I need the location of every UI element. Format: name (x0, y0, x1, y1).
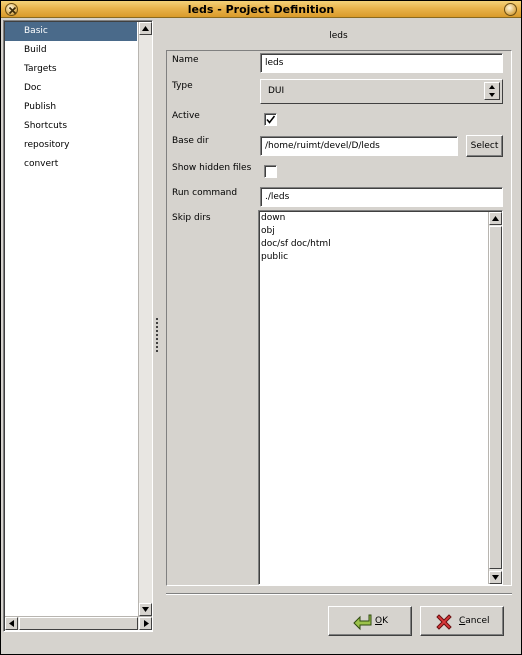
type-value: DUI (268, 86, 285, 96)
ok-button[interactable] (328, 606, 412, 636)
sidebar-item-label: Build (24, 45, 47, 55)
sidebar-item-basic[interactable] (5, 22, 137, 41)
name-label: Name (172, 55, 199, 65)
ok-label: OK (375, 616, 388, 626)
sidebar-item-targets[interactable] (5, 60, 137, 79)
skip-dir-line: down (261, 213, 286, 223)
section-title: leds (329, 31, 348, 41)
sidebar-item-build[interactable] (5, 41, 137, 60)
sidebar-item-label: repository (24, 140, 70, 150)
run-command-label: Run command (172, 188, 238, 198)
skip-dirs-label: Skip dirs (172, 213, 211, 223)
active-label: Active (172, 111, 200, 121)
shade-icon[interactable] (504, 3, 517, 16)
ok-arrow-icon (352, 613, 372, 631)
scroll-down-icon[interactable] (489, 571, 502, 584)
sidebar-item-repository[interactable] (5, 136, 137, 155)
scroll-right-icon[interactable] (139, 617, 152, 630)
cancel-x-icon (435, 613, 453, 631)
skip-dir-line: obj (261, 226, 275, 236)
sidebar-horizontal-scrollbar[interactable] (5, 616, 152, 630)
title-bar[interactable] (1, 1, 521, 18)
skip-dir-line: doc/sf doc/html (261, 239, 331, 249)
sidebar-item-publish[interactable] (5, 98, 137, 117)
sidebar-item-label: Publish (24, 102, 57, 112)
base-dir-field[interactable]: /home/ruimt/devel/D/leds (260, 136, 458, 156)
sidebar-item-shortcuts[interactable] (5, 117, 137, 136)
scroll-down-icon[interactable] (139, 603, 152, 616)
sidebar-vertical-scrollbar[interactable] (138, 22, 152, 616)
sidebar-item-label: Shortcuts (24, 121, 68, 131)
show-hidden-files-label: Show hidden files (172, 163, 252, 173)
show-hidden-files-checkbox[interactable] (264, 165, 277, 178)
sidebar-item-convert[interactable] (5, 155, 137, 174)
sidebar-item-label: convert (24, 159, 59, 169)
scroll-up-icon[interactable] (139, 22, 152, 35)
name-field[interactable]: leds (260, 53, 503, 73)
run-command-field[interactable]: ./leds (260, 187, 503, 207)
type-combobox[interactable] (260, 79, 503, 104)
cancel-label: Cancel (459, 616, 490, 626)
checkmark-icon (265, 114, 276, 125)
type-label: Type (172, 81, 193, 91)
skip-dir-line: public (261, 252, 289, 262)
scroll-left-icon[interactable] (5, 617, 18, 630)
scroll-thumb[interactable] (19, 617, 138, 630)
sidebar-item-label: Targets (24, 64, 57, 74)
active-checkbox[interactable] (264, 113, 277, 126)
skip-dirs-scrollbar[interactable] (488, 212, 502, 584)
skip-dirs-textarea[interactable] (258, 210, 503, 585)
sidebar-item-doc[interactable] (5, 79, 137, 98)
select-dir-button[interactable]: Select (466, 135, 503, 157)
sidebar-item-label: Doc (24, 83, 42, 93)
cancel-button[interactable] (420, 606, 504, 636)
scroll-thumb[interactable] (489, 226, 502, 569)
separator (166, 593, 512, 595)
category-list[interactable] (3, 20, 153, 632)
sidebar-item-label: Basic (24, 26, 48, 36)
spin-arrows-icon[interactable] (484, 82, 500, 100)
window-title: leds - Project Definition (187, 3, 335, 16)
scroll-up-icon[interactable] (489, 212, 502, 225)
splitter-handle[interactable] (155, 318, 159, 354)
base-dir-label: Base dir (172, 136, 209, 146)
